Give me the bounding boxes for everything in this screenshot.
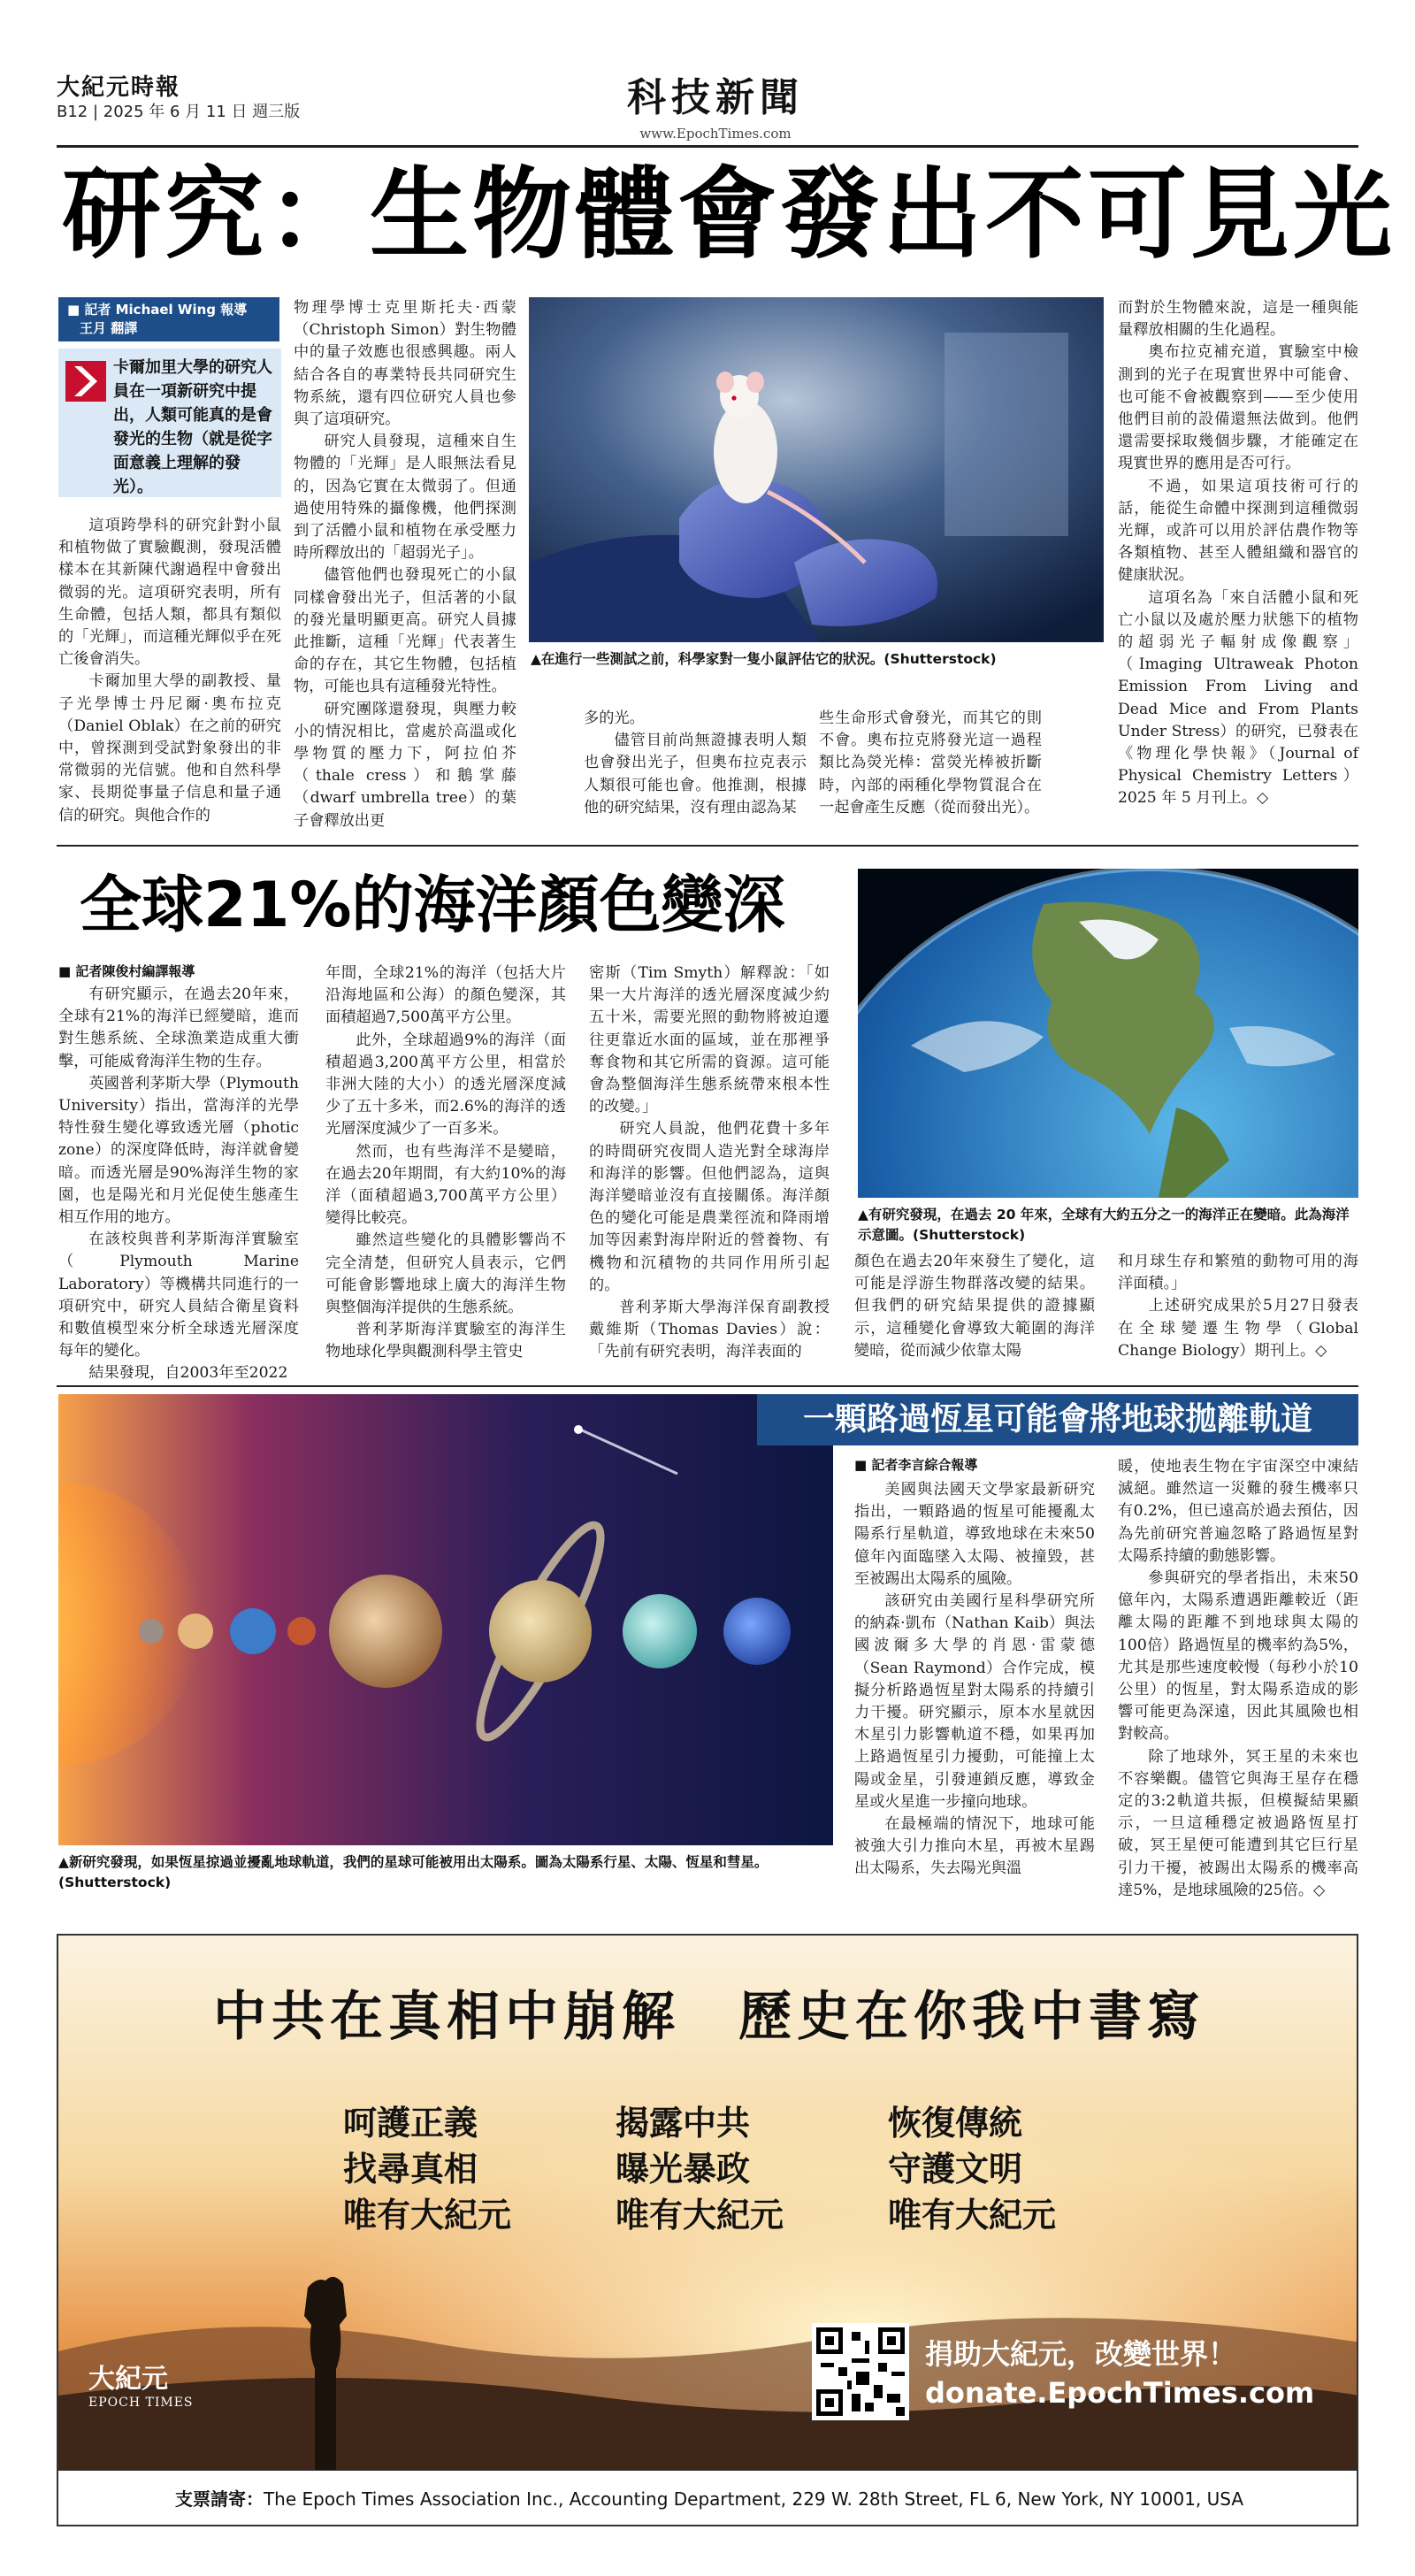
masthead-logo: 大紀元時報: [57, 74, 181, 101]
article3-headline-bar: [757, 1394, 1358, 1445]
article3-col2: [1118, 1456, 1358, 1902]
article2-col4: [854, 1251, 1095, 1362]
paragraph: 然而，也有些海洋不是變暗，在過去20年期間，有大約10%的海洋（面積超過3,700萬平方公里）變得比較亮。: [325, 1142, 566, 1228]
paragraph: 暖，使地表生物在宇宙深空中凍結滅絕。雖然這一災難的發生機率只有0.2%，但已遠高於過去預估，因為先前研究普遍忽略了路過恆星對太陽系持續的動態影響。: [1118, 1458, 1358, 1565]
article1-caption: ▲在進行一些測試之前，科學家對一隻小鼠評估它的狀況。(Shutterstock): [531, 651, 997, 667]
donation-ad: [57, 1934, 1358, 2526]
article3-headline: 一顆路過恆星可能會將地球拋離軌道: [802, 1401, 1312, 1438]
article1-col1: [58, 515, 281, 827]
slogan-column: [616, 2100, 845, 2238]
article3-byline: ■ 記者李言綜合報導: [854, 1457, 978, 1473]
article1-translator: 王月 翻譯: [80, 320, 138, 336]
article2-col3: [589, 962, 830, 1364]
slogan: 守護文明: [888, 2150, 1023, 2189]
paragraph: 此外，全球超過9%的海洋（面積超過3,200萬平方公里，相當於非洲大陸的大小）的透光層深度減少了五十多米，而2.6%的海洋的透光層深度減少了一百多米。: [325, 1031, 566, 1138]
slogan: 唯有大紀元: [888, 2196, 1057, 2235]
slogan-column: [888, 2100, 1118, 2238]
mouse-photo: [529, 297, 1104, 642]
epoch-times-logo: [88, 2357, 194, 2410]
earth-photo: [858, 869, 1358, 1198]
slogan: 唯有大紀元: [343, 2196, 512, 2235]
paragraph: 在最極端的情況下，地球可能被強大引力推向木星，再被木星踢出太陽系，失去陽光與溫: [854, 1815, 1095, 1878]
paragraph: 儘管目前尚無證據表明人類也會發出光子，但奧布拉克表示人類很可能也會。他推測，根據他的研究結果，沒有理由認為某: [584, 732, 807, 816]
paragraph: 奧布拉克補充道，實驗室中檢測到的光子在現實世界中可能會、也可能不會被觀察到——至少使用他們目前的設備還無法做到。他們還需要採取幾個步驟，才能確定在現實世界的應用是否可行。: [1118, 343, 1358, 473]
article1-byline: ■ 記者 Michael Wing 報導: [67, 302, 248, 318]
article3-caption: ▲新研究發現，如果恆星掠過並擾亂地球軌道，我們的星球可能被用出太陽系。圖為太陽系行星、太陽、恆星和彗星。(Shutterstock): [58, 1854, 769, 1890]
article3-col1: [854, 1479, 1095, 1881]
paragraph: 上述研究成果於5月27日發表在全球變遷生物學（Global Change Biology）期刊上。◇: [1118, 1297, 1358, 1360]
logo-en: EPOCH TIMES: [88, 2396, 194, 2410]
paragraph: 顏色在過去20年來發生了變化，這可能是浮游生物群落改變的結果。但我們的研究結果提供的證據顯示，這種變化會導致大範圍的海洋變暗，從而減少依靠太陽: [854, 1253, 1095, 1360]
check-mail-bar: [58, 2470, 1358, 2526]
paragraph: 物理學博士克里斯托夫·西蒙（Christoph Simon）對生物體中的量子效應也很感興趣。兩人結合各自的專業特長共同研究生物系統，還有四位研究人員也參與了這項研究。: [294, 299, 516, 429]
paragraph: 除了地球外，冥王星的未來也不容樂觀。儘管它與海王星存在穩定的3:2軌道共振，但模擬結果顯示，一旦這種穩定被過路恆星打破，冥王星便可能遭到其它巨行星引力干擾，被踢出太陽系的機率高達5%，是地球風險的25倍。◇: [1118, 1747, 1358, 1899]
solar-system-photo: [58, 1394, 833, 1845]
ad-headline: 中共在真相中崩解 歷史在你我中書寫: [213, 1986, 1205, 2048]
article2-col5: [1118, 1251, 1358, 1362]
article1-lead-box: [58, 349, 281, 497]
paragraph: 多的光。: [584, 709, 645, 727]
masthead-rule: [57, 145, 1358, 148]
article1-headline: 研究：生物體會發出不可見光: [62, 157, 1396, 272]
article1-byline-box: [58, 297, 279, 341]
article1-col5: [1118, 297, 1358, 810]
article2-col1: [58, 984, 299, 1385]
chevron-right-icon: [65, 361, 106, 402]
article2-byline: ■ 記者陳俊村編譯報導: [58, 963, 195, 979]
paragraph: 研究團隊還發現，與壓力較小的情況相比，當處於高溫或化學物質的壓力下，阿拉伯芥（thale cress）和鵝掌藤（dwarf umbrella tree）的葉子會釋放出更: [294, 700, 516, 830]
article1-col4: [819, 708, 1042, 819]
article2-caption: ▲有研究發現，在過去 20 年來，全球有大約五分之一的海洋正在變暗。此為海洋示意圖。(Shutterstock): [858, 1207, 1350, 1243]
slogan: 找尋真相: [343, 2150, 478, 2189]
paragraph: 參與研究的學者指出，未來50億年內，太陽系遭遇距離較近（距離太陽的距離不到地球與太陽的100倍）路過恆星的機率約為5%，尤其是那些速度較慢（每秒小於10公里）的恆星，對太陽系造成的影響可能更為深遠，因此其風險也相對較高。: [1118, 1569, 1358, 1744]
slogan: 恢復傳統: [888, 2104, 1023, 2143]
paragraph: 美國與法國天文學家最新研究指出，一顆路過的恆星可能擾亂太陽系行星軌道，導致地球在未來50億年內面臨墜入太陽、被撞毀，甚至被踢出太陽系的風險。: [854, 1481, 1095, 1588]
article2-col2: [325, 962, 566, 1364]
slogan-column: [343, 2100, 573, 2238]
logo-cn: 大紀元: [88, 2364, 168, 2395]
paragraph: 該研究由美國行星科學研究所的納森·凱布（Nathan Kaib）與法國波爾多大學的肖恩·雷蒙德（Sean Raymond）合作完成，模擬分析路過恆星對太陽系的持續引力干擾。研究顯示，原本水星就因木星引力影響軌道不穩，如果再加上路過恆星引力擾動，可能撞上太陽或金星，引發連鎖反應，導致金星或火星進一步撞向地球。: [854, 1592, 1095, 1811]
paragraph: 這項名為「來自活體小鼠和死亡小鼠以及處於壓力狀態下的植物的超弱光子輻射成像觀察」（Imaging Ultraweak Photon Emission From Living and Dead Mice and From Plants Under Stress）的研究，已發表在《物理化學快報》（Journal of Physical Chemistry Letters）2025 年 5 月刊上。◇: [1118, 588, 1358, 808]
paragraph: 而對於生物體來說，這是一種與能量釋放相關的生化過程。: [1118, 299, 1358, 340]
page-info: B12 | 2025 年 6 月 11 日 週三版: [57, 103, 301, 121]
article2-headline: 全球21%的海洋顏色變深: [80, 869, 785, 941]
article1-lead: 卡爾加里大學的研究人員在一項新研究中提出，人類可能真的是會發光的生物（就是從字面意義上理解的發光）。: [113, 358, 272, 496]
check-label: 支票請寄：: [174, 2488, 264, 2510]
paragraph: 不過，如果這項技術可行的話，能從生命體中探測到這種微弱光輝，或許可以用於評估農作物等各類植物、甚至人體組織和器官的健康狀況。: [1118, 477, 1358, 585]
slogan: 揭露中共: [616, 2104, 751, 2143]
article1-col2: [294, 297, 516, 832]
paragraph: 些生命形式會發光，而其它的則不會。奧布拉克將發光這一過程類比為熒光棒：當熒光棒被折斷時，內部的兩種化學物質混合在一起會產生反應（從而發出光）。: [819, 709, 1042, 816]
qr-code-icon[interactable]: [812, 2323, 909, 2420]
website: www.EpochTimes.com: [639, 126, 792, 142]
paragraph: 結果發現，自2003年至2022: [88, 1364, 288, 1383]
paragraph: 卡爾加里大學的副教授、量子光學博士丹尼爾·奧布拉克（Daniel Oblak）在之前的研究中，曾探測到受試對象發出的非常微弱的光信號。他和自然科學家、長期從事量子信息和量子通信的研究。與他合作的: [58, 672, 281, 824]
check-address: The Epoch Times Association Inc., Accounting Department, 229 W. 28th Street, FL 6, New York, NY 10001, USA: [263, 2488, 1244, 2510]
paragraph: 密斯（Tim Smyth）解釋說：「如果一大片海洋的透光層深度減少約五十米，需要光照的動物將被迫遷往更靠近水面的區域，並在那裡爭奪食物和其它所需的資源。這可能會為整個海洋生態系統帶來根本性的改變。」: [589, 964, 830, 1116]
paragraph: 和月球生存和繁殖的動物可用的海洋面積。」: [1118, 1253, 1358, 1293]
slogan: 唯有大紀元: [616, 2196, 784, 2235]
paragraph: 有研究顯示，在過去20年來，全球有21%的海洋已經變暗，進而對生態系統、全球漁業造成重大衝擊，可能威脅海洋生物的生存。: [58, 985, 299, 1070]
slogan: 呵護正義: [343, 2104, 478, 2143]
paragraph: 普利茅斯大學海洋保育副教授戴維斯（Thomas Davies）說：「先前有研究表明，海洋表面的: [589, 1299, 830, 1361]
divider: [57, 1385, 1358, 1387]
divider: [57, 845, 1358, 847]
slogan: 曝光暴政: [616, 2150, 751, 2189]
paragraph: 在該校與普利茅斯海洋實驗室（Plymouth Marine Laboratory）等機構共同進行的一項研究中，研究人員結合衛星資料和數值模型來分析全球透光層深度每年的變化。: [58, 1230, 299, 1361]
paragraph: 儘管他們也發現死亡的小鼠同樣會發出光子，但活著的小鼠的發光量明顯更高。研究人員據此推斷，這種「光輝」代表著生命的存在，其它生物體，包括植物，可能也具有這種發光特性。: [294, 566, 516, 696]
donate-link[interactable]: donate.EpochTimes.com: [925, 2376, 1315, 2410]
article1-col3: [584, 708, 807, 819]
paragraph: 這項跨學科的研究針對小鼠和植物做了實驗觀測，發現活體樣本在其新陳代謝過程中會發出微弱的光。這項研究表明，所有生命體，包括人類，都具有類似的「光輝」，而這種光輝似乎在死亡後會消失。: [58, 517, 281, 669]
paragraph: 研究人員發現，這種來自生物體的「光輝」是人眼無法看見的，因為它實在太微弱了。但通過使用特殊的攝像機，他們探測到了活體小鼠和植物在承受壓力時所釋放出的「超弱光子」。: [294, 433, 516, 563]
paragraph: 年間，全球21%的海洋（包括大片沿海地區和公海）的顏色變深，其面積超過7,500萬平方公里。: [325, 964, 566, 1027]
section-title: 科技新聞: [627, 75, 804, 120]
paragraph: 雖然這些變化的具體影響尚不完全清楚，但研究人員表示，它們可能會影響地球上廣大的海洋生物與整個海洋提供的生態系統。: [325, 1231, 566, 1317]
donate-text: 捐助大紀元，改變世界！: [925, 2337, 1237, 2371]
paragraph: 研究人員說，他們花費十多年的時間研究夜間人造光對全球海岸和海洋的影響。但他們認為，這與海洋變暗並沒有直接關係。海洋顏色的變化可能是農業徑流和降雨增加等因素對海岸附近的營養物、有機物和沉積物的共同作用所引起的。: [589, 1120, 830, 1294]
paragraph: 普利茅斯海洋實驗室的海洋生物地球化學與觀測科學主管史: [325, 1321, 566, 1361]
masthead: [57, 62, 1358, 155]
paragraph: 英國普利茅斯大學（Plymouth University）指出，當海洋的光學特性發生變化導致透光層（photic zone）的深度降低時，海洋就會變暗。而透光層是90%海洋生物的家園，也是陽光和月光促使生態產生相互作用的地方。: [58, 1074, 299, 1227]
